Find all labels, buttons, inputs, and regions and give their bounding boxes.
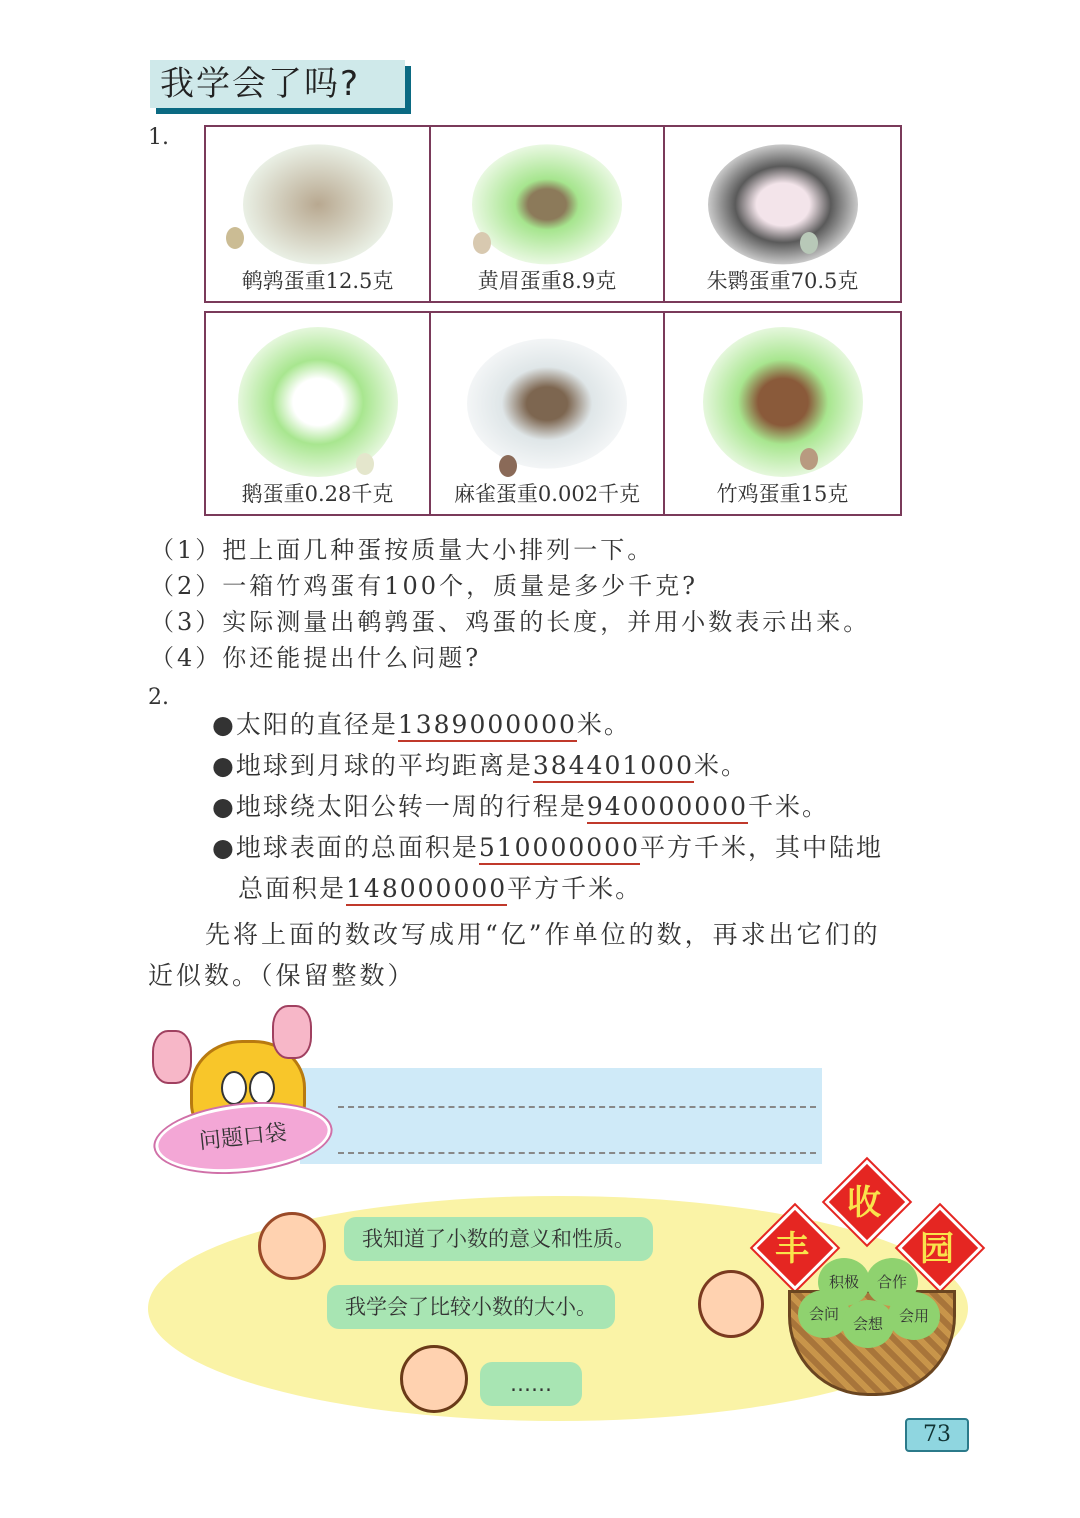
fact-number: 384401000 bbox=[533, 751, 694, 783]
egg-caption: 竹鸡蛋重15克 bbox=[716, 482, 849, 506]
question-2-number: 2. bbox=[148, 685, 169, 710]
apple-icon: 会用 bbox=[888, 1292, 940, 1340]
egg-caption: 朱鹮蛋重70.5克 bbox=[706, 269, 859, 293]
fact-text: ●太阳的直径是 bbox=[212, 710, 398, 739]
subquestion-3: （3）实际测量出鹌鹑蛋、鸡蛋的长度，并用小数表示出来。 bbox=[150, 608, 871, 636]
fact-earth-orbit bbox=[212, 787, 829, 823]
apple-icon: 会问 bbox=[798, 1290, 850, 1338]
egg-card-sparrow bbox=[431, 313, 665, 514]
goose-image bbox=[238, 327, 398, 477]
fact-number: 510000000 bbox=[479, 833, 640, 865]
speech-bubble-3: …… bbox=[480, 1362, 582, 1406]
section-title: 我学会了吗? bbox=[150, 60, 405, 108]
fact-unit: 米。 bbox=[576, 710, 631, 739]
egg-icon bbox=[356, 453, 374, 475]
egg-card-flycatcher bbox=[431, 127, 665, 301]
subquestion-2: （2）一箱竹鸡蛋有100个，质量是多少千克? bbox=[150, 572, 698, 600]
harvest-char: 丰 bbox=[775, 1229, 809, 1269]
bamboo-partridge-image bbox=[703, 327, 863, 477]
egg-caption: 鹅蛋重0.28千克 bbox=[241, 482, 394, 506]
answer-line bbox=[338, 1152, 816, 1154]
fact-unit: 米。 bbox=[693, 751, 748, 780]
egg-icon bbox=[226, 227, 244, 249]
egg-card-ibis bbox=[665, 127, 900, 301]
question-1-number: 1. bbox=[148, 125, 169, 150]
girl-2-avatar bbox=[698, 1270, 764, 1338]
fact-sun-diameter bbox=[212, 705, 631, 741]
speech-bubble-1: 我知道了小数的意义和性质。 bbox=[344, 1217, 653, 1261]
subquestion-4: （4）你还能提出什么问题? bbox=[150, 644, 482, 672]
egg-icon bbox=[499, 455, 517, 477]
fact-number: 1389000000 bbox=[398, 710, 577, 742]
fact-number: 148000000 bbox=[346, 874, 507, 906]
egg-card-quail bbox=[206, 127, 431, 301]
fact-text: ●地球到月球的平均距离是 bbox=[212, 751, 533, 780]
egg-caption: 麻雀蛋重0.002千克 bbox=[453, 482, 641, 506]
harvest-char: 收 bbox=[847, 1183, 881, 1223]
subquestion-1: （1）把上面几种蛋按质量大小排列一下。 bbox=[150, 536, 655, 564]
mascot-eye bbox=[249, 1071, 275, 1105]
answer-line bbox=[338, 1106, 816, 1108]
speech-bubble-2: 我学会了比较小数的大小。 bbox=[327, 1285, 615, 1329]
harvest-char: 园 bbox=[920, 1229, 954, 1269]
fact-text: ●地球表面的总面积是 bbox=[212, 833, 479, 862]
apple-icon: 合作 bbox=[866, 1258, 918, 1306]
egg-card-bamboo-partridge bbox=[665, 313, 900, 514]
egg-caption: 黄眉蛋重8.9克 bbox=[477, 269, 617, 293]
egg-grid-row-2 bbox=[204, 311, 902, 516]
fact-unit: 平方千米。 bbox=[507, 874, 643, 903]
page-number: 73 bbox=[905, 1418, 969, 1452]
quail-image bbox=[243, 144, 393, 264]
boy-avatar bbox=[400, 1345, 468, 1413]
mascot-hand-icon bbox=[272, 1005, 312, 1059]
fact-earth-surface bbox=[212, 828, 883, 864]
egg-icon bbox=[800, 448, 818, 470]
fact-land-area bbox=[238, 869, 642, 905]
fact-text: 总面积是 bbox=[238, 874, 347, 903]
ibis-image bbox=[708, 144, 858, 264]
fact-number: 940000000 bbox=[587, 792, 748, 824]
girl-avatar bbox=[258, 1212, 326, 1280]
instruction-line-1: 先将上面的数改写成用“亿”作单位的数，再求出它们的 bbox=[205, 920, 881, 949]
fact-unit: 千米。 bbox=[747, 792, 829, 821]
fact-text: ●地球绕太阳公转一周的行程是 bbox=[212, 792, 587, 821]
apple-icon: 积极 bbox=[818, 1258, 870, 1306]
question-pocket-label: 问题口袋 bbox=[152, 1096, 334, 1180]
fact-earth-moon-distance bbox=[212, 746, 748, 782]
mascot-hand-icon bbox=[152, 1030, 192, 1084]
mascot-eye bbox=[221, 1071, 247, 1105]
fact-unit: 平方千米，其中陆地 bbox=[639, 833, 883, 862]
question-pocket-band bbox=[300, 1068, 822, 1164]
sparrow-image bbox=[467, 338, 627, 468]
egg-icon bbox=[800, 232, 818, 254]
egg-caption: 鹌鹑蛋重12.5克 bbox=[241, 269, 394, 293]
instruction-line-2: 近似数。（保留整数） bbox=[148, 961, 416, 990]
flycatcher-image bbox=[472, 144, 622, 264]
egg-card-goose bbox=[206, 313, 431, 514]
egg-icon bbox=[473, 232, 491, 254]
apple-icon: 会想 bbox=[842, 1300, 894, 1348]
egg-grid-row-1 bbox=[204, 125, 902, 303]
